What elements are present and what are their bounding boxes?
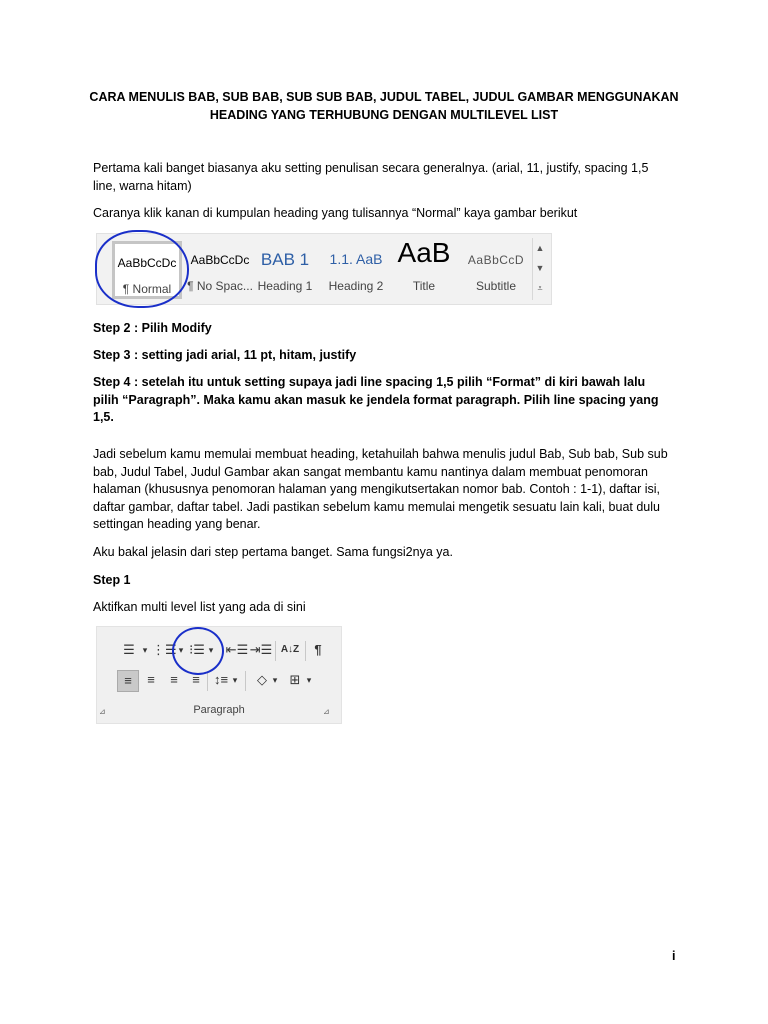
title-line-1: CARA MENULIS BAB, SUB BAB, SUB SUB BAB, JUDUL TABEL, JUDUL GAMBAR MENGGUNAKAN xyxy=(89,90,679,104)
sort-icon[interactable]: A↓Z xyxy=(280,644,300,655)
step-2: Step 2 : Pilih Modify xyxy=(93,321,212,335)
show-formatting-marks-icon[interactable]: ¶ xyxy=(314,642,322,657)
borders-icon[interactable]: ⊞ xyxy=(289,672,301,687)
chevron-down-icon[interactable]: ▾ xyxy=(178,645,184,655)
style-name: Heading 1 xyxy=(257,279,313,293)
chevron-down-icon[interactable]: ▾ xyxy=(232,675,238,685)
scroll-down-icon[interactable]: ▼ xyxy=(535,263,545,273)
style-sample: AaB xyxy=(397,237,451,268)
step-1: Step 1 xyxy=(93,573,131,587)
chevron-down-icon[interactable]: ▾ xyxy=(306,675,312,685)
style-tile-heading-2[interactable] xyxy=(321,241,391,299)
font-dialog-launcher-icon[interactable]: ⊿ xyxy=(99,707,106,716)
chevron-down-icon[interactable]: ▾ xyxy=(142,645,148,655)
style-sample: AaBbCcDc xyxy=(117,256,177,270)
paragraph-1: Pertama kali banget biasanya aku setting penulisan secara generalnya. (arial, 11, justify, spacing 1,5 line, warna hitam) xyxy=(93,161,649,193)
style-tile-subtitle[interactable] xyxy=(461,241,531,299)
document-title xyxy=(60,88,708,124)
line-spacing-icon[interactable]: ↕≡ xyxy=(213,672,229,687)
shading-icon[interactable]: ◇ xyxy=(257,672,267,687)
style-tile-title[interactable] xyxy=(389,237,459,299)
decrease-indent-icon[interactable]: ⇤☰ xyxy=(225,642,249,657)
chevron-down-icon[interactable]: ▾ xyxy=(272,675,278,685)
paragraph-group-label: Paragraph xyxy=(193,704,245,716)
paragraph-3: Jadi sebelum kamu memulai membuat heading, ketahuilah bahwa menulis judul Bab, Sub bab, Sub sub bab, Judul Tabel, Judul Gambar akan sangat membantu kamu nantinya dalam membuat penomoran halaman (khususnya penomoran halaman yang mengikutsertakan nomor bab. Contoh : 1-1), daftar isi, daftar gambar, daftar tabel. Jadi pastikan sebelum kamu memulai mengetik sesuatu lain kali, buat dulu settingan heading yang benar. xyxy=(93,447,668,532)
separator xyxy=(305,641,306,661)
style-sample: BAB 1 xyxy=(260,250,310,269)
style-tile-heading-1[interactable] xyxy=(250,241,320,299)
increase-indent-icon[interactable]: ⇥☰ xyxy=(249,642,273,657)
bullets-icon[interactable]: ☰ xyxy=(123,642,135,657)
more-styles-icon[interactable]: ⩡ xyxy=(537,283,543,293)
style-tile-no-spacing[interactable] xyxy=(185,241,255,299)
step-3: Step 3 : setting jadi arial, 11 pt, hitam, justify xyxy=(93,348,357,362)
justify-icon[interactable]: ≡ xyxy=(192,672,200,687)
style-sample: AaBbCcDc xyxy=(190,253,250,267)
hand-drawn-circle-annotation xyxy=(95,230,189,308)
align-right-icon[interactable]: ≡ xyxy=(170,672,178,687)
hand-drawn-circle-annotation xyxy=(172,627,224,675)
style-name: ¶ No Spac... xyxy=(187,279,253,293)
multilevel-list-icon[interactable]: ⁝☰ xyxy=(189,642,205,657)
style-name: Subtitle xyxy=(475,279,517,293)
step-4: Step 4 : setelah itu untuk setting supaya jadi line spacing 1,5 pilih “Format” di kiri bawah lalu pilih “Paragraph”. Maka kamu akan masuk ke jendela format paragraph. Pilih line spacing yang 1,5. xyxy=(93,375,659,425)
paragraph-5: Aktifkan multi level list yang ada di sini xyxy=(93,600,306,614)
gallery-scrollbar[interactable] xyxy=(532,238,547,300)
scroll-up-icon[interactable]: ▲ xyxy=(535,243,545,253)
separator xyxy=(275,641,276,661)
separator xyxy=(207,671,208,691)
style-sample: AaBbCcD xyxy=(467,253,525,267)
align-left-icon[interactable]: ≡ xyxy=(117,670,139,692)
style-name: Title xyxy=(412,279,436,293)
align-center-icon[interactable]: ≡ xyxy=(147,672,155,687)
title-line-2: HEADING YANG TERHUBUNG DENGAN MULTILEVEL LIST xyxy=(209,108,559,122)
paragraph-dialog-launcher-icon[interactable]: ⊿ xyxy=(323,707,330,716)
separator xyxy=(245,671,246,691)
style-sample: 1.1. AaB xyxy=(329,251,383,267)
paragraph-4: Aku bakal jelasin dari step pertama banget. Sama fungsi2nya ya. xyxy=(93,545,453,559)
style-name: Heading 2 xyxy=(328,279,384,293)
numbering-icon[interactable]: ⋮☰ xyxy=(152,642,177,657)
chevron-down-icon[interactable]: ▾ xyxy=(208,645,214,655)
paragraph-2: Caranya klik kanan di kumpulan heading yang tulisannya “Normal” kaya gambar berikut xyxy=(93,206,578,220)
style-name: ¶ Normal xyxy=(122,282,172,296)
page-number: i xyxy=(672,949,676,963)
